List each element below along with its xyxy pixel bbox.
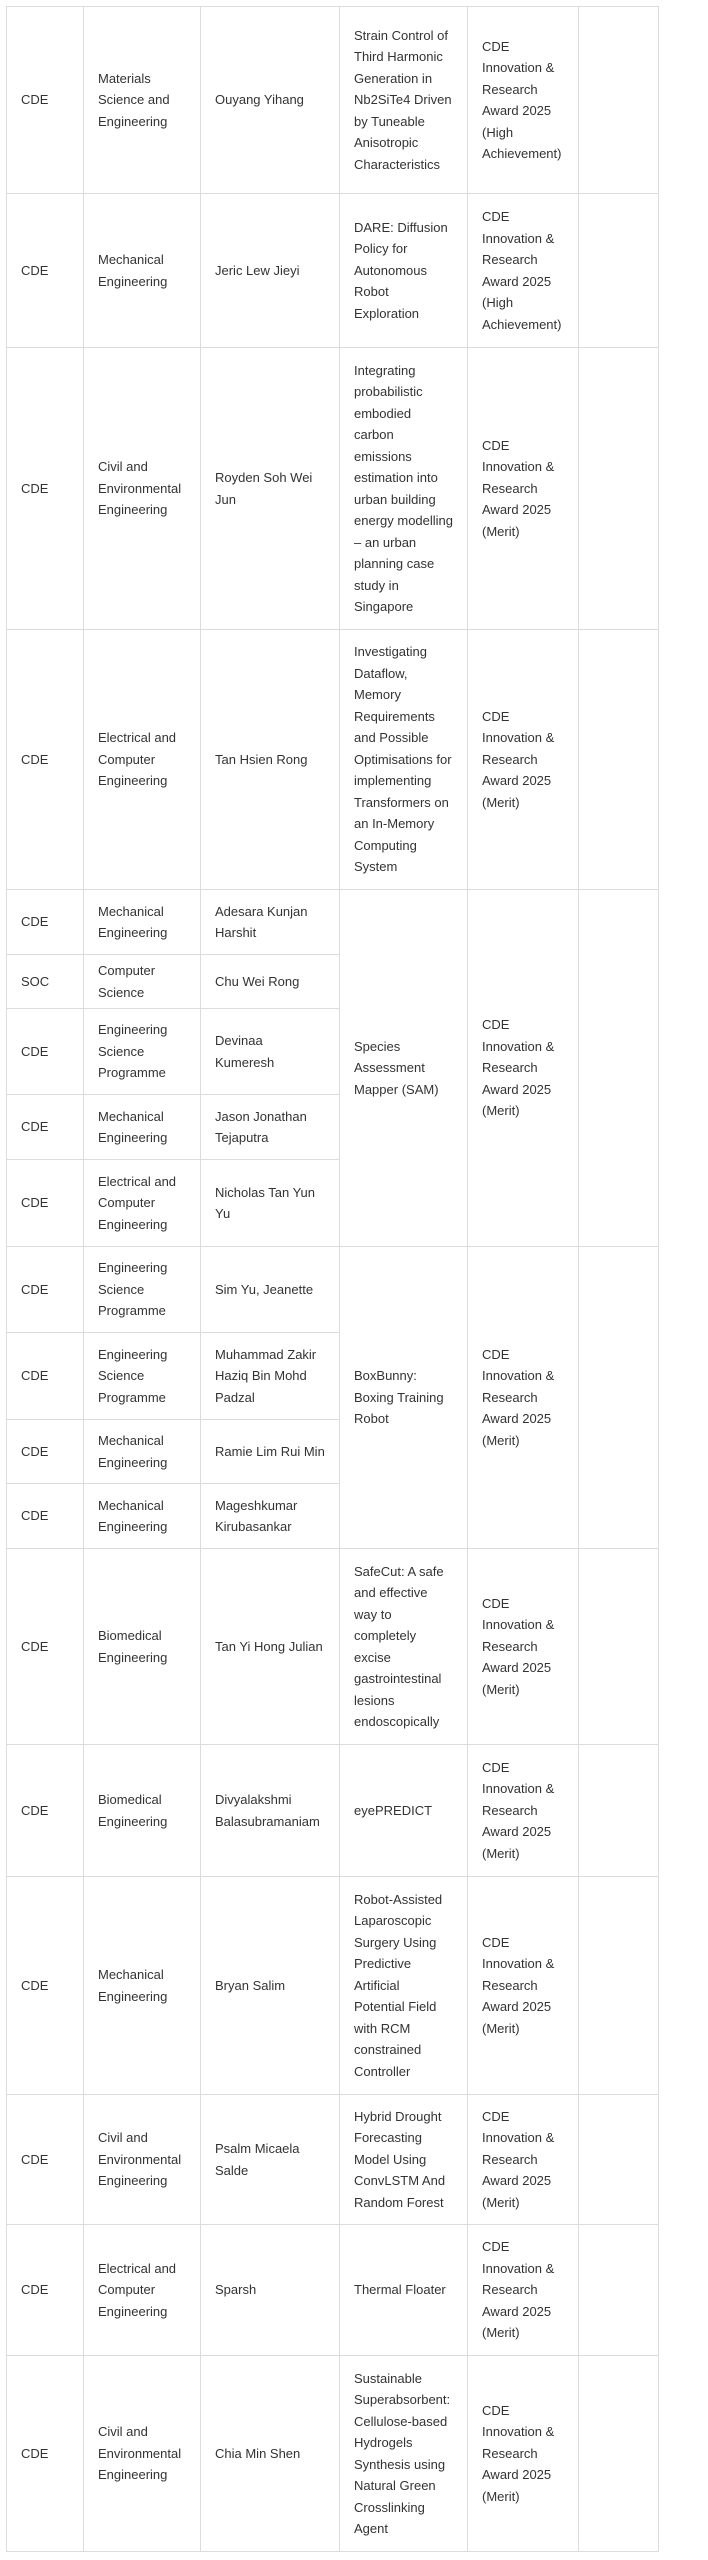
school-cell: CDE — [7, 2225, 84, 2356]
student-name-cell: Adesara Kunjan Harshit — [201, 890, 340, 955]
table-row — [7, 2095, 659, 2225]
award-cell: CDE Innovation & Research Award 2025 (High Achievement) — [468, 194, 579, 348]
award-cell: CDE Innovation & Research Award 2025 (Merit) — [468, 1247, 579, 1549]
award-cell: CDE Innovation & Research Award 2025 (High Achievement) — [468, 7, 579, 194]
student-name-cell: Divyalakshmi Balasubramaniam — [201, 1745, 340, 1877]
project-title-cell: Sustainable Superabsorbent: Cellulose-based Hydrogels Synthesis using Natural Green Crosslinking Agent — [340, 2356, 468, 2552]
table-row — [7, 1877, 659, 2095]
empty-cell — [579, 630, 659, 890]
project-title-cell: Species Assessment Mapper (SAM) — [340, 890, 468, 1247]
school-cell: CDE — [7, 890, 84, 955]
student-name-cell: Chia Min Shen — [201, 2356, 340, 2552]
department-cell: Civil and Environmental Engineering — [84, 2356, 201, 2552]
student-name-cell: Sparsh — [201, 2225, 340, 2356]
department-cell: Engineering Science Programme — [84, 1333, 201, 1420]
department-cell: Mechanical Engineering — [84, 1484, 201, 1549]
department-cell: Mechanical Engineering — [84, 1420, 201, 1484]
student-name-cell: Ramie Lim Rui Min — [201, 1420, 340, 1484]
school-cell: CDE — [7, 2356, 84, 2552]
student-name-cell: Sim Yu, Jeanette — [201, 1247, 340, 1333]
student-name-cell: Muhammad Zakir Haziq Bin Mohd Padzal — [201, 1333, 340, 1420]
project-title-cell: SafeCut: A safe and effective way to completely excise gastrointestinal lesions endoscopically — [340, 1549, 468, 1745]
empty-cell — [579, 1745, 659, 1877]
table-row — [7, 890, 659, 955]
project-title-cell: BoxBunny: Boxing Training Robot — [340, 1247, 468, 1549]
student-name-cell: Psalm Micaela Salde — [201, 2095, 340, 2225]
table-row — [7, 2225, 659, 2356]
award-cell: CDE Innovation & Research Award 2025 (Merit) — [468, 1549, 579, 1745]
department-cell: Mechanical Engineering — [84, 1095, 201, 1160]
project-title-cell: Robot-Assisted Laparoscopic Surgery Using Predictive Artificial Potential Field with RCM constrained Controller — [340, 1877, 468, 2095]
empty-cell — [579, 2356, 659, 2552]
school-cell: CDE — [7, 1095, 84, 1160]
award-cell: CDE Innovation & Research Award 2025 (Merit) — [468, 348, 579, 630]
department-cell: Electrical and Computer Engineering — [84, 1160, 201, 1247]
school-cell: CDE — [7, 1420, 84, 1484]
department-cell: Computer Science — [84, 955, 201, 1009]
award-cell: CDE Innovation & Research Award 2025 (Merit) — [468, 1745, 579, 1877]
project-title-cell: Strain Control of Third Harmonic Generation in Nb2SiTe4 Driven by Tuneable Anisotropic Characteristics — [340, 7, 468, 194]
school-cell: CDE — [7, 348, 84, 630]
empty-cell — [579, 1247, 659, 1549]
award-cell: CDE Innovation & Research Award 2025 (Merit) — [468, 2225, 579, 2356]
empty-cell — [579, 348, 659, 630]
school-cell: CDE — [7, 1009, 84, 1095]
student-name-cell: Nicholas Tan Yun Yu — [201, 1160, 340, 1247]
empty-cell — [579, 1549, 659, 1745]
table-row — [7, 2356, 659, 2552]
department-cell: Mechanical Engineering — [84, 1877, 201, 2095]
table-row — [7, 7, 659, 194]
school-cell: CDE — [7, 1247, 84, 1333]
project-title-cell: Hybrid Drought Forecasting Model Using ConvLSTM And Random Forest — [340, 2095, 468, 2225]
empty-cell — [579, 2095, 659, 2225]
awards-table — [6, 6, 659, 2552]
student-name-cell: Devinaa Kumeresh — [201, 1009, 340, 1095]
department-cell: Materials Science and Engineering — [84, 7, 201, 194]
school-cell: CDE — [7, 2095, 84, 2225]
student-name-cell: Jason Jonathan Tejaputra — [201, 1095, 340, 1160]
school-cell: SOC — [7, 955, 84, 1009]
table-row — [7, 1247, 659, 1333]
project-title-cell: Investigating Dataflow, Memory Requirements and Possible Optimisations for implementing Transformers on an In-Memory Computing System — [340, 630, 468, 890]
award-cell: CDE Innovation & Research Award 2025 (Merit) — [468, 1877, 579, 2095]
table-row — [7, 348, 659, 630]
department-cell: Biomedical Engineering — [84, 1745, 201, 1877]
school-cell: CDE — [7, 1333, 84, 1420]
department-cell: Civil and Environmental Engineering — [84, 2095, 201, 2225]
school-cell: CDE — [7, 1549, 84, 1745]
table-row — [7, 1745, 659, 1877]
department-cell: Engineering Science Programme — [84, 1247, 201, 1333]
department-cell: Engineering Science Programme — [84, 1009, 201, 1095]
department-cell: Mechanical Engineering — [84, 194, 201, 348]
empty-cell — [579, 890, 659, 1247]
school-cell: CDE — [7, 1160, 84, 1247]
student-name-cell: Royden Soh Wei Jun — [201, 348, 340, 630]
award-cell: CDE Innovation & Research Award 2025 (Merit) — [468, 630, 579, 890]
project-title-cell: Thermal Floater — [340, 2225, 468, 2356]
department-cell: Mechanical Engineering — [84, 890, 201, 955]
school-cell: CDE — [7, 7, 84, 194]
school-cell: CDE — [7, 1877, 84, 2095]
department-cell: Electrical and Computer Engineering — [84, 2225, 201, 2356]
department-cell: Electrical and Computer Engineering — [84, 630, 201, 890]
student-name-cell: Jeric Lew Jieyi — [201, 194, 340, 348]
student-name-cell: Bryan Salim — [201, 1877, 340, 2095]
project-title-cell: DARE: Diffusion Policy for Autonomous Robot Exploration — [340, 194, 468, 348]
department-cell: Biomedical Engineering — [84, 1549, 201, 1745]
student-name-cell: Chu Wei Rong — [201, 955, 340, 1009]
empty-cell — [579, 1877, 659, 2095]
table-row — [7, 630, 659, 890]
award-cell: CDE Innovation & Research Award 2025 (Merit) — [468, 2095, 579, 2225]
student-name-cell: Ouyang Yihang — [201, 7, 340, 194]
project-title-cell: Integrating probabilistic embodied carbon emissions estimation into urban building energy modelling – an urban planning case study in Singapore — [340, 348, 468, 630]
empty-cell — [579, 194, 659, 348]
table-row — [7, 194, 659, 348]
school-cell: CDE — [7, 630, 84, 890]
student-name-cell: Mageshkumar Kirubasankar — [201, 1484, 340, 1549]
school-cell: CDE — [7, 1745, 84, 1877]
school-cell: CDE — [7, 194, 84, 348]
department-cell: Civil and Environmental Engineering — [84, 348, 201, 630]
award-cell: CDE Innovation & Research Award 2025 (Merit) — [468, 890, 579, 1247]
award-cell: CDE Innovation & Research Award 2025 (Merit) — [468, 2356, 579, 2552]
student-name-cell: Tan Yi Hong Julian — [201, 1549, 340, 1745]
empty-cell — [579, 7, 659, 194]
student-name-cell: Tan Hsien Rong — [201, 630, 340, 890]
project-title-cell: eyePREDICT — [340, 1745, 468, 1877]
school-cell: CDE — [7, 1484, 84, 1549]
empty-cell — [579, 2225, 659, 2356]
table-row — [7, 1549, 659, 1745]
